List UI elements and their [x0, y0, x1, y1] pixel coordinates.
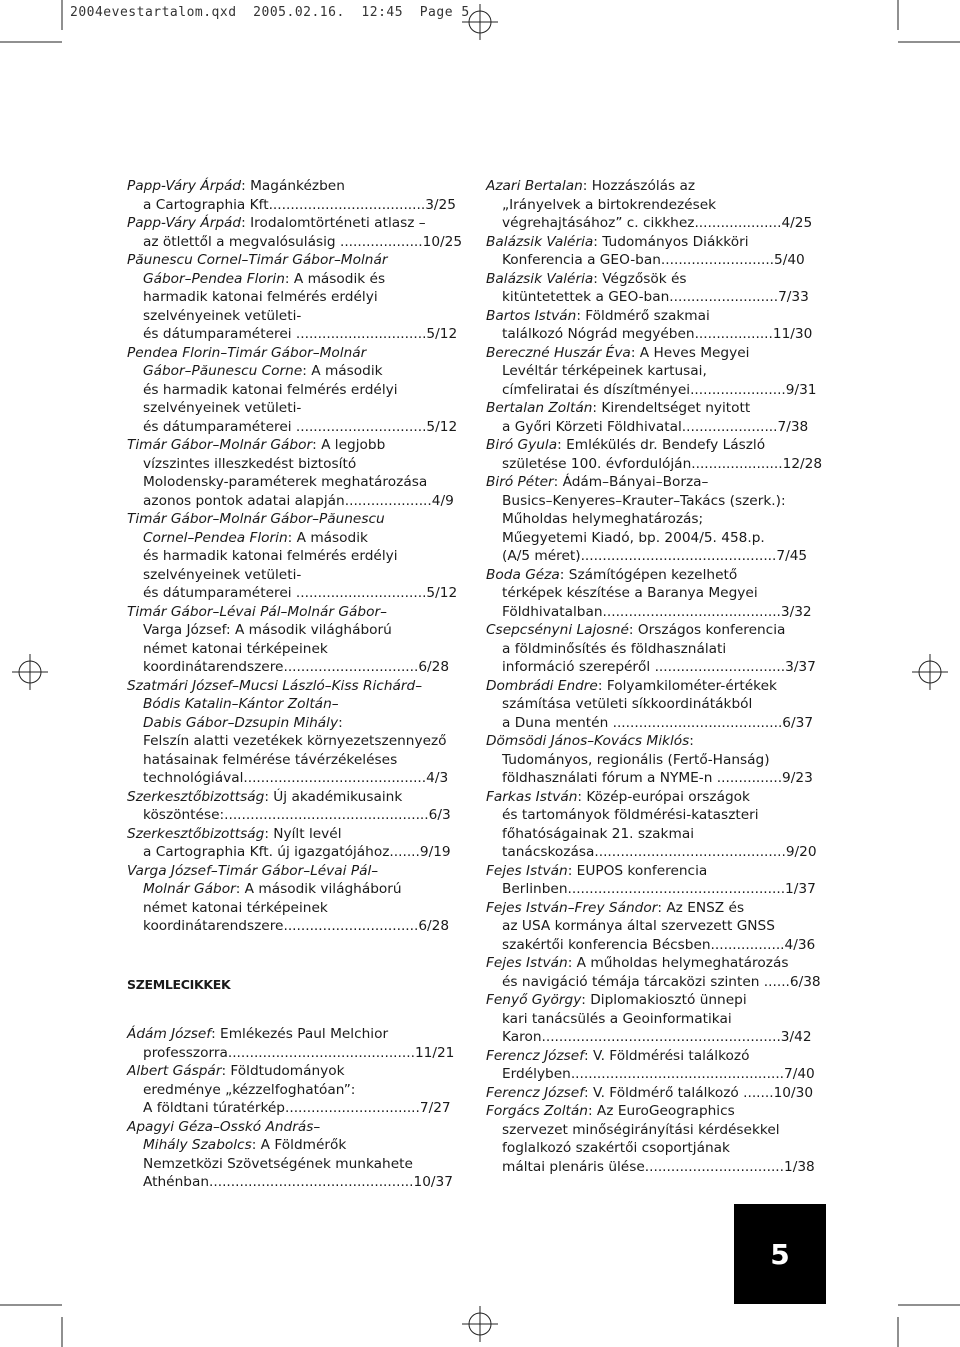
- toc-entry-line: [486, 695, 816, 714]
- toc-entry-line: [127, 492, 454, 511]
- registration-target-left: [12, 654, 48, 690]
- toc-entry-line: [486, 251, 816, 270]
- entry-author: Gábor–Păunescu Corne: [143, 363, 303, 379]
- toc-entry: [127, 510, 458, 603]
- toc-entry: [486, 473, 816, 566]
- entry-author: Fejes István–Frey Sándor: [486, 899, 658, 916]
- toc-entry-line: [127, 399, 432, 418]
- toc-entry-line: [486, 381, 816, 400]
- entry-text: az USA kormánya által szervezett GNSS: [502, 918, 775, 934]
- toc-entry-line: [486, 806, 816, 825]
- toc-entry-line: [486, 547, 816, 566]
- toc-entry-line: [486, 825, 816, 844]
- entry-text: szelvényeinek vetületi-: [143, 307, 302, 324]
- toc-entry-line: [127, 288, 432, 307]
- entry-text: : Ádám–Bányai–Borza–: [553, 474, 709, 490]
- entry-author: Biró Gyula: [486, 437, 558, 453]
- left-entry-list: [127, 177, 463, 936]
- toc-entry: [486, 233, 816, 270]
- toc-entry-line: [486, 177, 816, 196]
- toc-entry-line: [486, 862, 816, 881]
- toc-entry-line: [127, 658, 450, 677]
- toc-entry-line: [127, 325, 458, 344]
- toc-entry-line: [127, 418, 458, 437]
- entry-text: Karon.......................................................3/42: [502, 1029, 812, 1045]
- toc-entry-line: [127, 1081, 432, 1100]
- entry-text: szelvényeinek vetületi-: [143, 400, 302, 416]
- toc-entry-line: [486, 880, 816, 899]
- entry-text: Nemzetközi Szövetségének munkahete: [143, 1155, 413, 1172]
- entry-text: : EUPOS konferencia: [567, 862, 708, 879]
- entry-text: és tartományok földmérési-kataszteri: [502, 807, 759, 823]
- entry-text: „Irányelvek a birtokrendezések: [502, 196, 717, 213]
- entry-text: : Hozzászólás az: [582, 178, 696, 194]
- entry-text: vízszintes illeszkedést biztosító: [143, 455, 357, 472]
- entry-text: hatásainak felmérése távérzékeléses: [143, 751, 398, 768]
- toc-entry-line: [127, 510, 432, 529]
- entry-author: Szerkesztőbizottság: [127, 825, 265, 842]
- toc-entry-line: [486, 325, 816, 344]
- toc-entry-line: [127, 640, 432, 659]
- toc-entry-line: [486, 1047, 816, 1066]
- entry-author: Azari Bertalan: [486, 178, 583, 194]
- entry-text: : Közép-európai országok: [577, 788, 750, 805]
- toc-entry: [486, 1084, 816, 1103]
- toc-entry: [486, 566, 816, 622]
- toc-entry: [127, 214, 463, 251]
- toc-entry-line: [486, 843, 816, 862]
- toc-entry-line: [127, 825, 432, 844]
- entry-text: : Diplomakiosztó ünnepi: [581, 992, 747, 1008]
- toc-entry-line: [486, 621, 816, 640]
- toc-entry-line: [486, 455, 823, 474]
- entry-text: koordinátarendszere...............................6/28: [143, 918, 450, 934]
- entry-text: német katonai térképeinek: [143, 640, 328, 657]
- entry-author: Bertalan Zoltán: [486, 400, 593, 416]
- entry-author: Timár Gábor–Molnár Gábor: [127, 437, 313, 453]
- entry-author: Bódis Katalin–Kántor Zoltán–: [143, 696, 339, 712]
- toc-entry-line: [127, 677, 432, 696]
- entry-author: Szatmári József–Mucsi László–Kiss Richárd–: [127, 677, 423, 694]
- entry-author: Ferencz József: [486, 1084, 585, 1101]
- toc-entry-line: [486, 344, 816, 363]
- section-entry-list: [127, 1025, 455, 1192]
- toc-entry-line: [127, 251, 432, 270]
- toc-entry-line: [486, 492, 816, 511]
- toc-entry-line: [127, 1062, 432, 1081]
- toc-entry: [127, 862, 450, 936]
- entry-text: :: [689, 733, 694, 749]
- toc-entry-line: [127, 917, 450, 936]
- entry-text: : Országos konferencia: [628, 622, 786, 638]
- toc-entry: [127, 1118, 453, 1192]
- toc-entry-line: [486, 196, 816, 215]
- entry-author: Timár Gábor–Lévai Pál–Molnár Gábor–: [127, 603, 387, 620]
- toc-entry-line: [486, 714, 816, 733]
- toc-entry-line: [486, 917, 816, 936]
- entry-text: Levéltár térképeinek kartusai,: [502, 363, 707, 379]
- entry-text: köszöntése:...............................................6/3: [143, 807, 451, 823]
- entry-text: és dátumparaméterei ..............................5/12: [143, 326, 458, 342]
- toc-entry-line: [127, 1118, 432, 1137]
- toc-entry: [486, 732, 816, 788]
- entry-text: : Nyílt levél: [264, 825, 342, 842]
- entry-text: Műholdas helymeghatározás;: [502, 511, 704, 527]
- entry-text: A földtani túratérkép...............................7/27: [143, 1100, 451, 1116]
- entry-author: Dömsödi János–Kovács Miklós: [486, 733, 690, 749]
- toc-entry-line: [127, 603, 432, 622]
- toc-entry-line: [127, 1099, 451, 1118]
- entry-text: : A Földmérők: [251, 1137, 347, 1153]
- toc-entry-line: [486, 603, 816, 622]
- entry-author: Gábor–Pendea Florin: [143, 270, 285, 287]
- toc-entry-line: [486, 973, 821, 992]
- entry-text: : Irodalomtörténeti atlasz –: [241, 215, 426, 231]
- entry-text: : Kirendeltséget nyitott: [592, 400, 751, 416]
- toc-entry-line: [127, 843, 451, 862]
- entry-text: Varga József: A második világháború: [143, 622, 392, 638]
- entry-text: (A/5 méret).............................................7/45: [502, 548, 808, 564]
- entry-text: szelvényeinek vetületi-: [143, 566, 302, 583]
- toc-entry-line: [486, 1084, 816, 1103]
- entry-text: és harmadik katonai felmérés erdélyi: [143, 381, 398, 398]
- toc-entry-line: [127, 788, 432, 807]
- toc-entry-line: [486, 510, 816, 529]
- entry-text: : A második világháború: [235, 881, 402, 897]
- toc-entry: [127, 1025, 455, 1062]
- registration-target-bottom: [462, 1306, 498, 1342]
- entry-author: Boda Géza: [486, 566, 560, 583]
- toc-entry-line: [127, 1136, 432, 1155]
- entry-author: Ferencz József: [486, 1047, 585, 1064]
- toc-entry: [127, 344, 458, 437]
- toc-entry-line: [127, 547, 432, 566]
- toc-entry: [127, 1062, 451, 1118]
- entry-author: Balázsik Valéria: [486, 233, 594, 250]
- entry-text: Erdélyben.................................................7/40: [502, 1066, 815, 1082]
- entry-text: szakértői konferencia Bécsben.................4/36: [502, 936, 816, 953]
- toc-entry-line: [127, 1025, 432, 1044]
- entry-text: harmadik katonai felmérés erdélyi: [143, 289, 378, 305]
- toc-entry-line: [127, 455, 432, 474]
- entry-text: máltai plenáris ülése................................1/38: [502, 1158, 815, 1175]
- entry-text: : A második és: [284, 270, 386, 287]
- entry-text: születése 100. évfordulóján.....................12/28: [502, 455, 823, 472]
- toc-entry-line: [127, 899, 432, 918]
- entry-text: a földminősítés és földhasználati: [502, 640, 727, 657]
- entry-text: : V. Földmérő találkozó .......10/30: [584, 1084, 814, 1101]
- entry-text: a Cartographia Kft. új igazgatójához.......9/19: [143, 844, 451, 860]
- toc-entry: [127, 177, 456, 214]
- toc-entry-line: [486, 288, 816, 307]
- toc-entry-line: [486, 584, 816, 603]
- toc-entry: [486, 177, 816, 233]
- toc-entry: [486, 436, 823, 473]
- toc-entry-line: [127, 806, 451, 825]
- entry-author: Molnár Gábor: [143, 881, 236, 897]
- entry-text: : Új akadémikusaink: [264, 788, 403, 805]
- entry-text: német katonai térképeinek: [143, 899, 328, 916]
- entry-text: koordinátarendszere...............................6/28: [143, 659, 450, 675]
- toc-entry-line: [486, 1028, 816, 1047]
- toc-entry-line: [127, 177, 432, 196]
- entry-text: Felszín alatti vezetékek környezetszennyező: [143, 733, 447, 749]
- entry-author: Cornel–Pendea Florin: [143, 529, 288, 546]
- toc-entry-line: [127, 1155, 432, 1174]
- toc-entry-line: [486, 1139, 816, 1158]
- toc-entry-line: [127, 529, 432, 548]
- toc-entry-line: [486, 1065, 816, 1084]
- entry-author: Bartos István: [486, 307, 577, 324]
- entry-text: : Földtudományok: [221, 1063, 345, 1079]
- toc-entry-line: [127, 362, 432, 381]
- toc-entry-line: [486, 307, 816, 326]
- toc-entry-line: [486, 1158, 816, 1177]
- toc-entry-line: [486, 677, 816, 696]
- toc-entry-line: [127, 862, 432, 881]
- entry-text: találkozó Nógrád megyében..................11/30: [502, 326, 813, 342]
- toc-entry-line: [486, 362, 816, 381]
- toc-entry-line: [486, 214, 816, 233]
- entry-author: Varga József–Timár Gábor–Lévai Pál–: [127, 862, 379, 879]
- right-entry-list: [486, 177, 823, 1176]
- toc-entry-line: [486, 1010, 816, 1029]
- toc-entry: [486, 677, 816, 733]
- toc-entry-line: [486, 1121, 816, 1140]
- entry-text: : Számítógépen kezelhető: [559, 566, 738, 583]
- right-column: [486, 177, 823, 1176]
- toc-entry-line: [486, 751, 816, 770]
- entry-author: Păunescu Cornel–Timár Gábor–Molnár: [127, 252, 388, 268]
- entry-author: Szerkesztőbizottság: [127, 788, 265, 805]
- toc-entry-line: [486, 769, 816, 788]
- entry-text: és dátumparaméterei ..............................5/12: [143, 418, 458, 435]
- entry-author: Balázsik Valéria: [486, 270, 594, 287]
- toc-entry: [127, 677, 449, 788]
- entry-text: földhasználati fórum a NYME-n ...............9/23: [502, 770, 813, 786]
- entry-author: Dombrádi Endre: [486, 677, 598, 694]
- file-header-line: 2004evestartalom.qxd 2005.02.16. 12:45 Page 5: [70, 5, 470, 20]
- toc-entry-line: [486, 788, 816, 807]
- entry-author: Biró Péter: [486, 474, 554, 490]
- entry-text: és harmadik katonai felmérés erdélyi: [143, 548, 398, 564]
- entry-text: Konferencia a GEO-ban..........................5/40: [502, 252, 805, 268]
- toc-entry: [486, 991, 816, 1047]
- toc-entry-line: [127, 1044, 455, 1063]
- entry-author: Mihály Szabolcs: [143, 1137, 252, 1153]
- entry-text: Molodensky-paraméterek meghatározása: [143, 474, 428, 490]
- toc-entry: [486, 270, 816, 307]
- toc-entry-line: [127, 880, 432, 899]
- toc-entry-line: [127, 344, 432, 363]
- toc-entry-line: [127, 436, 432, 455]
- toc-entry-line: [127, 233, 463, 252]
- toc-entry-line: [486, 991, 816, 1010]
- toc-entry-line: [486, 640, 816, 659]
- entry-text: Tudományos, regionális (Fertő-Hanság): [502, 751, 770, 768]
- toc-entry-line: [127, 566, 432, 585]
- entry-text: Műegyetemi Kiadó, bp. 2004/5. 458.p.: [502, 529, 765, 546]
- entry-author: Dabis Gábor–Dzsupin Mihály: [143, 714, 339, 731]
- entry-author: Apagyi Géza–Osskó András–: [127, 1118, 321, 1135]
- entry-text: : A legjobb: [312, 437, 386, 453]
- entry-text: számítása vetületi síkkoordinátákból: [502, 696, 753, 712]
- toc-entry-line: [486, 473, 816, 492]
- entry-text: : A második: [302, 363, 383, 379]
- entry-text: : V. Földmérési találkozó: [584, 1047, 750, 1064]
- toc-entry-line: [127, 307, 432, 326]
- toc-entry: [127, 251, 458, 344]
- toc-entry-line: [127, 714, 432, 733]
- entry-text: : A műholdas helymeghatározás: [567, 955, 789, 971]
- entry-text: Berlinben..................................................1/37: [502, 881, 816, 897]
- entry-text: : Földmérő szakmai: [576, 307, 710, 324]
- entry-author: Forgács Zoltán: [486, 1103, 588, 1119]
- entry-text: és navigáció témája tárcaközi szinten ......6/38: [502, 973, 821, 990]
- toc-entry-line: [127, 584, 458, 603]
- toc-entry-line: [127, 381, 432, 400]
- toc-entry: [486, 621, 816, 677]
- entry-text: a Cartographia Kft....................................3/25: [143, 196, 456, 213]
- entry-text: címfeliratai és díszítményei......................9/31: [502, 381, 817, 398]
- toc-entry-line: [127, 214, 432, 233]
- entry-text: és dátumparaméterei ..............................5/12: [143, 585, 458, 601]
- entry-text: professzorra...........................................11/21: [143, 1044, 455, 1061]
- entry-text: : Emlékülés dr. Bendefy László: [557, 437, 766, 453]
- toc-entry: [486, 399, 816, 436]
- left-column: [127, 177, 463, 1192]
- toc-entry-line: [127, 621, 432, 640]
- registration-target-right: [912, 654, 948, 690]
- toc-entry-line: [127, 769, 449, 788]
- entry-text: : Magánkézben: [241, 178, 345, 194]
- entry-text: foglalkozó szakértői csoportjának: [502, 1140, 730, 1156]
- toc-entry-line: [127, 751, 432, 770]
- toc-entry: [127, 788, 451, 825]
- toc-entry-line: [127, 732, 447, 751]
- entry-text: technológiával..........................................4/3: [143, 770, 449, 786]
- toc-entry: [127, 603, 450, 677]
- toc-entry: [486, 1047, 816, 1084]
- entry-author: Bereczné Huszár Éva: [486, 344, 631, 361]
- toc-entry: [486, 307, 816, 344]
- page-number: 5: [770, 1237, 790, 1271]
- entry-text: Földhivatalban.........................................3/32: [502, 603, 812, 620]
- registration-target-top: [462, 4, 498, 40]
- entry-text: végrehajtásához” c. cikkhez....................4/25: [502, 215, 813, 231]
- toc-entry-line: [486, 732, 816, 751]
- toc-entry-line: [127, 695, 432, 714]
- entry-text: : A második: [287, 529, 368, 546]
- entry-author: Farkas István: [486, 788, 578, 805]
- toc-entry-line: [486, 436, 816, 455]
- entry-text: eredménye „kézzelfoghatóan”:: [143, 1081, 356, 1098]
- page-number-tab: [734, 1204, 826, 1304]
- entry-author: Papp-Váry Árpád: [127, 178, 242, 194]
- entry-text: információ szerepéről ..............................3/37: [502, 659, 816, 675]
- toc-entry-line: [486, 418, 816, 437]
- toc-entry-line: [127, 1173, 453, 1192]
- entry-text: : Tudományos Diákköri: [593, 233, 749, 250]
- entry-author: Fejes István: [486, 862, 568, 879]
- entry-text: szervezet minőségirányítási kérdésekkel: [502, 1121, 780, 1138]
- toc-entry: [486, 788, 816, 862]
- entry-text: Busics–Kenyeres–Krauter–Takács (szerk.):: [502, 492, 786, 509]
- entry-text: : Emlékezés Paul Melchior: [211, 1026, 389, 1042]
- entry-text: az ötlettől a megvalósulásig ...................10/25: [143, 233, 463, 250]
- entry-text: : Folyamkilométer-értékek: [597, 677, 777, 694]
- entry-text: kari tanácsülés a Geoinformatikai: [502, 1010, 732, 1027]
- entry-text: : Az ENSZ és: [657, 899, 745, 916]
- toc-entry-line: [486, 936, 816, 955]
- toc-entry: [127, 825, 451, 862]
- toc-entry: [486, 862, 816, 899]
- entry-text: a Duna mentén .......................................6/37: [502, 714, 814, 731]
- entry-text: főhatóságainak 21. szakmai: [502, 825, 695, 842]
- entry-text: a Győri Körzeti Földhivatal......................7/38: [502, 418, 809, 435]
- entry-author: Timár Gábor–Molnár Gábor–Păunescu: [127, 511, 385, 527]
- entry-author: Fejes István: [486, 955, 568, 971]
- toc-entry: [486, 344, 816, 400]
- toc-entry-line: [486, 954, 816, 973]
- toc-entry-line: [486, 270, 816, 289]
- entry-text: tanácskozása............................................9/20: [502, 844, 817, 860]
- entry-author: Papp-Váry Árpád: [127, 215, 242, 231]
- entry-text: kitüntetettek a GEO-ban.........................7/33: [502, 289, 809, 305]
- toc-entry-line: [486, 529, 816, 548]
- section-title: SZEMLECIKKEK: [127, 976, 231, 992]
- toc-entry-line: [127, 196, 456, 215]
- toc-entry-line: [127, 270, 432, 289]
- entry-text: Athénban...............................................10/37: [143, 1174, 453, 1190]
- entry-author: Pendea Florin–Timár Gábor–Molnár: [127, 344, 367, 361]
- toc-entry: [486, 1102, 816, 1176]
- toc-entry: [486, 954, 821, 991]
- toc-entry: [486, 899, 816, 955]
- entry-text: azonos pontok adatai alapján....................4/9: [143, 492, 454, 509]
- toc-entry: [127, 436, 454, 510]
- entry-text: : Az EuroGeographics: [587, 1103, 735, 1119]
- entry-text: : A Heves Megyei: [630, 344, 750, 361]
- toc-entry-line: [127, 473, 432, 492]
- toc-entry-line: [486, 566, 816, 585]
- entry-text: :: [338, 714, 343, 731]
- entry-text: térképek készítése a Baranya Megyei: [502, 585, 758, 601]
- entry-text: : Végzősök és: [593, 270, 687, 287]
- toc-entry-line: [486, 399, 816, 418]
- entry-author: Fenyő György: [486, 992, 582, 1008]
- toc-entry-line: [486, 899, 816, 918]
- entry-author: Ádám József: [127, 1026, 212, 1042]
- entry-author: Albert Gáspár: [127, 1063, 222, 1079]
- entry-author: Csepcsényni Lajosné: [486, 622, 629, 638]
- toc-entry-line: [486, 1102, 816, 1121]
- toc-entry-line: [486, 233, 816, 252]
- toc-entry-line: [486, 658, 816, 677]
